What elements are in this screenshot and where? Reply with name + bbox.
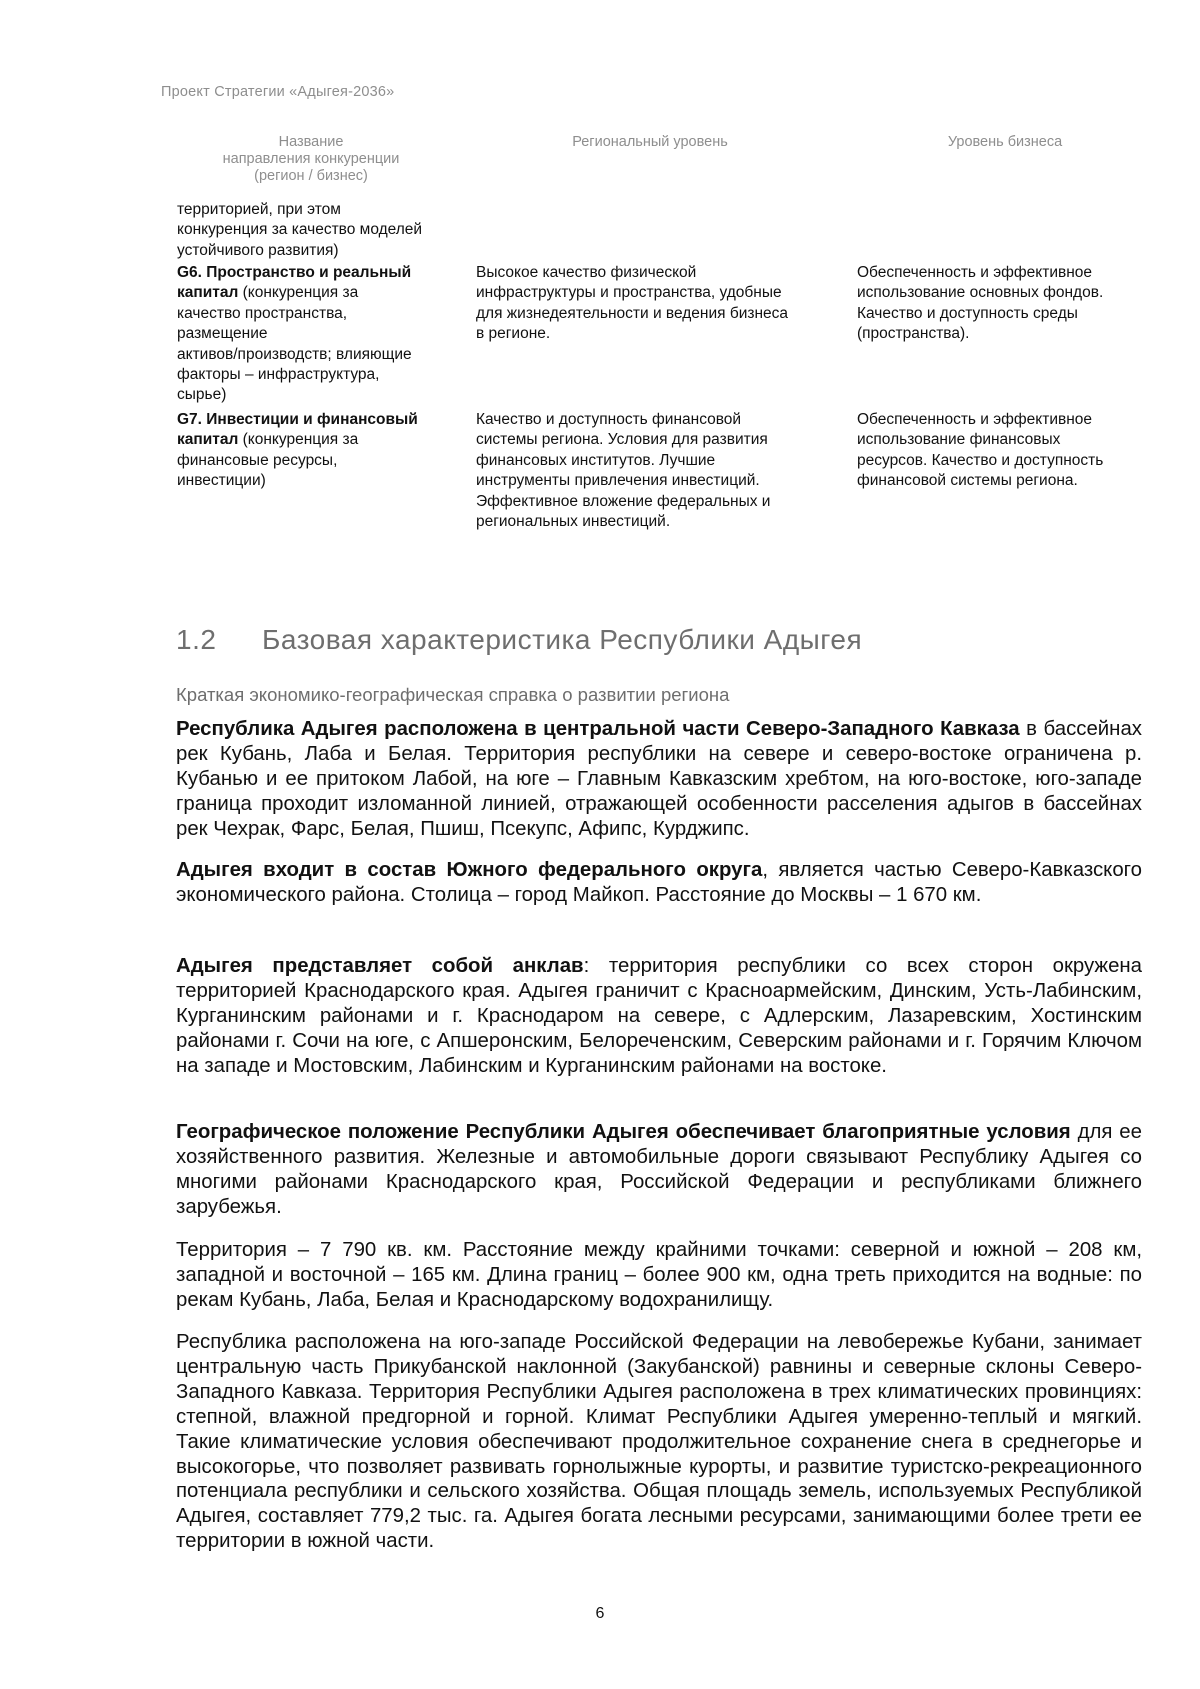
- cell-line: [177, 263, 462, 283]
- cell-line: [177, 365, 462, 385]
- paragraph: [176, 1330, 1142, 1554]
- cell-line: региональных инвестиций.: [476, 513, 671, 531]
- table-header-regional-level: Региональный уровень: [572, 134, 728, 150]
- cell-line: финансовой системы региона.: [857, 472, 1078, 490]
- cell-line: [177, 304, 462, 324]
- cell-line: Обеспеченность и эффективное: [857, 411, 1093, 428]
- paragraph-text: , является частью Северо-Кавказского экономического района. Столица – город Майкоп. Расстояние до Москвы – 1 670 км.: [176, 859, 1142, 906]
- cell-direction: [177, 200, 462, 261]
- paragraph-lead: Адыгея входит в состав Южного федерального округа: [176, 859, 763, 881]
- cell-line-text: качество пространства,: [177, 304, 348, 322]
- cell-line: [177, 241, 462, 261]
- cell-line-text: факторы – инфраструктура,: [177, 366, 380, 384]
- paragraph: [176, 1120, 1142, 1220]
- cell-direction: [177, 263, 462, 406]
- paragraph-lead: Адыгея представляет собой анклав: [176, 955, 584, 977]
- section-heading: [176, 624, 862, 656]
- cell-business-level: [857, 410, 1147, 492]
- table-header-business-level: Уровень бизнеса: [947, 134, 1063, 150]
- cell-line: [177, 471, 462, 491]
- cell-regional-level: [476, 410, 836, 532]
- cell-line-bold: G7. Инвестиции и финансовый: [177, 411, 418, 428]
- cell-line-text: конкуренция за качество моделей: [177, 221, 423, 239]
- cell-line: инструменты привлечения инвестиций.: [476, 472, 760, 490]
- cell-line-text: территорией, при этом: [177, 201, 341, 218]
- cell-line: финансовых институтов. Лучшие: [476, 451, 716, 469]
- paragraph: [176, 717, 1142, 842]
- cell-regional-level: [476, 263, 836, 345]
- cell-line-text: инвестиции): [177, 472, 266, 490]
- paragraph-text: Территория – 7 790 кв. км. Расстояние между крайними точками: северной и южной – 208 км, западной и восточной – 165 км. Длина границ – более 900 км, одна треть приходится на водные: по рекам Кубань, Лаба, Белая и Краснодарскому водохранилищу.: [176, 1239, 1142, 1311]
- cell-line: [177, 220, 462, 240]
- cell-line: Качество и доступность среды: [857, 304, 1078, 322]
- cell-line: [177, 451, 462, 471]
- cell-line-bold: капитал: [177, 431, 239, 449]
- cell-line: Качество и доступность финансовой: [476, 411, 742, 428]
- paragraph-text: Республика расположена на юго-западе Российской Федерации на левобережье Кубани, занимает центральную часть Прикубанской наклонной (Закубанской) равнины и северные склоны Северо-Западного Кавказа. Территория Республики Адыгея расположена в трех климатических провинциях: степной, влажной предгорной и горной. Климат Республики Адыгея умеренно-теплый и мягкий. Такие климатические условия обеспечивают продолжительное сохранение снега в среднегорье и высокогорье, что позволяет развивать горнолыжные курорты, и развитие туристско-рекреационного потенциала республики и сельского хозяйства. Общая площадь земель, используемых Республикой Адыгея, составляет 779,2 тыс. га. Адыгея богата лесными ресурсами, занимающими более трети ее территории в южной части.: [176, 1331, 1142, 1553]
- paragraph: [176, 858, 1142, 908]
- cell-line: [177, 283, 462, 303]
- cell-line-text: (конкуренция за: [238, 284, 359, 302]
- paragraph: [176, 954, 1142, 1079]
- paragraph-text: : территория республики со всех сторон окружена территорией Краснодарского края. Адыгея граничит с Красноармейским, Динским, Усть-Лабинским, Курганинским районами и г. Краснодаром на севере, с Адлерским, Лазаревским, Хостинским районами г. Сочи на юге, с Апшеронским, Белореченским, Северским районами и г. Горячим Ключом на западе и Мостовским, Лабинским и Курганинским районами на востоке.: [176, 955, 1143, 1077]
- cell-line: [177, 430, 462, 450]
- cell-line: использование основных фондов.: [857, 284, 1104, 302]
- cell-line: использование финансовых: [857, 431, 1061, 449]
- cell-line-text: устойчивого развития): [177, 241, 339, 259]
- cell-line: [177, 324, 462, 344]
- header-line: (регион / бизнес): [254, 168, 368, 184]
- cell-line: [177, 410, 462, 430]
- paragraph-lead: Географическое положение Республики Адыгея обеспечивает благоприятные условия: [176, 1121, 1071, 1143]
- section-number: 1.2: [176, 624, 217, 655]
- cell-line: ресурсов. Качество и доступность: [857, 451, 1104, 469]
- section-subtitle: Краткая экономико-географическая справка о развитии региона: [176, 684, 730, 705]
- cell-line: Обеспеченность и эффективное: [857, 264, 1093, 281]
- cell-direction: [177, 410, 462, 492]
- cell-line: системы региона. Условия для развития: [476, 431, 768, 449]
- paragraph: [176, 1238, 1142, 1313]
- cell-line-text: размещение: [177, 325, 268, 343]
- paragraph-lead: Республика Адыгея расположена в центральной части Северо-Западного Кавказа: [176, 718, 1020, 740]
- cell-line-text: сырье): [177, 386, 227, 404]
- cell-line: Эффективное вложение федеральных и: [476, 492, 771, 510]
- header-line: направления конкуренции: [222, 151, 400, 167]
- paragraph-text: в бассейнах рек Кубань, Лаба и Белая. Территория республики на севере и северо-востоке ограничена р. Кубанью и ее притоком Лабой, на юге – Главным Кавказским хребтом, на юго-востоке, юго-западе граница проходит изломанной линией, отражающей особенности расселения адыгов в бассейнах рек Чехрак, Фарс, Белая, Пшиш, Псекупс, Афипс, Курджипс.: [176, 718, 1142, 840]
- cell-business-level: [857, 263, 1147, 345]
- header-line: Название: [278, 134, 344, 150]
- cell-line-bold: G6. Пространство и реальный: [177, 264, 412, 281]
- cell-line-text: финансовые ресурсы,: [177, 451, 338, 469]
- table-header-direction: [176, 134, 446, 185]
- cell-line-text: активов/производств; влияющие: [177, 345, 412, 363]
- cell-line: [177, 345, 462, 365]
- section-title: Базовая характеристика Республики Адыгея: [262, 624, 863, 655]
- page-number: 6: [595, 1605, 605, 1622]
- paragraph-text: для ее хозяйственного развития. Железные и автомобильные дороги связывают Республику Адыгея со многими районами Краснодарского края, Российской Федерации и республиками ближнего зарубежья.: [176, 1121, 1142, 1218]
- cell-line-text: (конкуренция за: [238, 431, 359, 449]
- cell-line: для жизнедеятельности и ведения бизнеса: [476, 304, 789, 322]
- running-header: Проект Стратегии «Адыгея-2036»: [161, 84, 395, 100]
- cell-line: [177, 385, 462, 405]
- cell-line: [177, 200, 462, 220]
- cell-line: (пространства).: [857, 325, 970, 343]
- cell-line: инфраструктуры и пространства, удобные: [476, 284, 782, 302]
- cell-line: Высокое качество физической: [476, 264, 697, 281]
- cell-line: в регионе.: [476, 325, 551, 343]
- cell-line-bold: капитал: [177, 284, 239, 302]
